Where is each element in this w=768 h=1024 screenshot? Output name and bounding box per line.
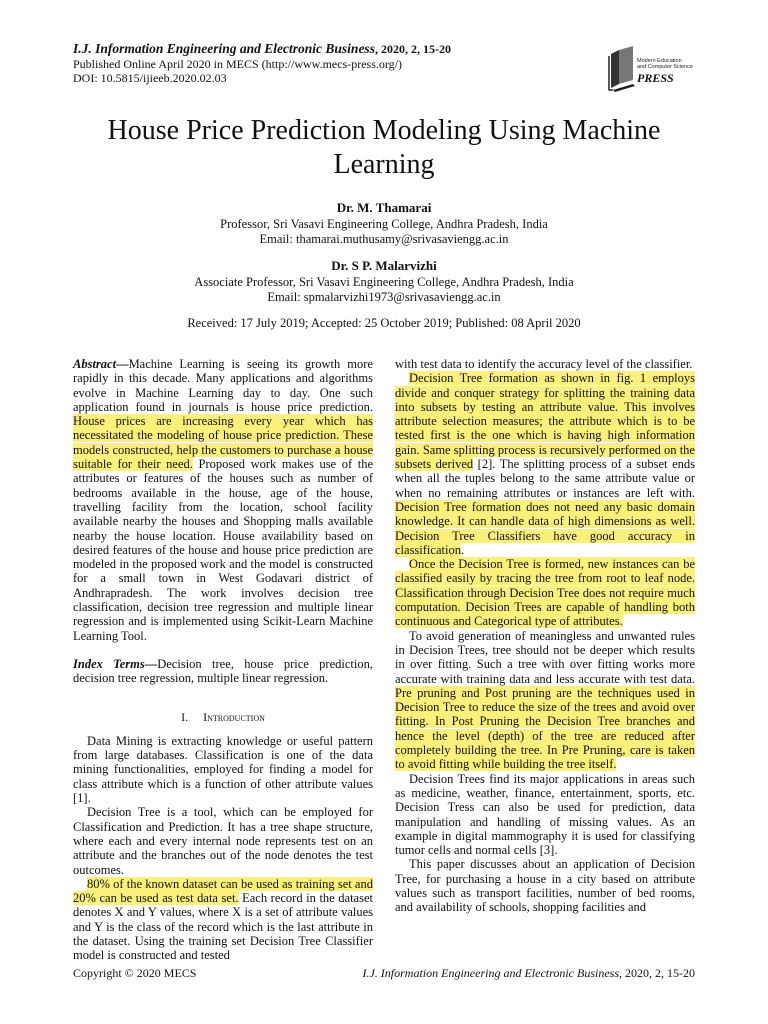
author-name: Dr. M. Thamarai xyxy=(336,200,432,215)
author-name: Dr. S P. Malarvizhi xyxy=(331,258,437,273)
intro-highlight: 80% of the known dataset can be used as training set and 20% can be used as test data set. xyxy=(73,876,373,906)
book-logo-icon xyxy=(603,40,698,96)
footer-volume: 2020, 2, 15-20 xyxy=(622,966,695,980)
abstract-label: Abstract xyxy=(73,357,117,371)
intro-paragraph-3 xyxy=(73,877,373,963)
right-paragraph-3 xyxy=(395,629,695,772)
logo-line1: Modern Education xyxy=(637,58,682,64)
index-terms-text: Decision tree, house price prediction, decision tree regression, multiple linear regression. xyxy=(73,656,373,686)
abstract-text-2: Proposed work makes use of the attributes or features of the houses such as number of bedrooms available in the house, age of the house, travelling facility from the location, school facility available nearby the houses and Shopping malls available nearby the house location. House availability based on desired features of the house and house price prediction are modeled in the proposed work and the model is constructed for a small town in West Godavari district of Andhrapradesh. The work involves decision tree classification, decision tree regression and multiple linear regression and is implemented using Scikit-Learn Machine Learning Tool. xyxy=(73,457,373,643)
right-paragraph-0: with test data to identify the accuracy level of the classifier. xyxy=(395,357,693,371)
index-terms xyxy=(73,657,373,686)
paper-title: House Price Prediction Modeling Using Machine Learning xyxy=(107,115,661,180)
published-line: Published Online April 2020 in MECS (http://www.mecs-press.org/) xyxy=(73,56,402,71)
intro-paragraph-2: Decision Tree is a tool, which can be employed for Classification and Prediction. It has a tree shape structure, where each and every internal node represents test on an attribute and the branches out of the node denotes the test outcomes. xyxy=(73,805,373,877)
abstract-dash: — xyxy=(116,357,129,371)
index-terms-dash: — xyxy=(144,656,158,671)
highlight-3: Once the Decision Tree is formed, new instances can be classified easily by tracing the tree from root to leaf node. Classification through Decision Tree does not require much computation. Decision Trees are capable of handling both continuous and Categorical type of attributes. xyxy=(395,557,695,629)
section-title: Introduction xyxy=(203,709,265,724)
section-heading xyxy=(73,710,373,724)
author-affiliation: Professor, Sri Vasavi Engineering College, Andhra Pradesh, India xyxy=(220,217,548,231)
left-column xyxy=(73,357,373,963)
author-block-2 xyxy=(60,258,708,305)
right-paragraph-2 xyxy=(395,557,695,628)
author-affiliation: Associate Professor, Sri Vasavi Engineering College, Andhra Pradesh, India xyxy=(194,275,574,289)
text-3: To avoid generation of meaningless and unwanted rules in Decision Trees, tree should not be deeper which results in over fitting. Such a tree with over fitting works more accurate with training data and less accurate with test data. xyxy=(395,628,695,686)
logo-press: PRESS xyxy=(637,71,674,85)
footer-copyright: Copyright © 2020 MECS xyxy=(73,966,197,980)
index-terms-label: Index Terms xyxy=(73,656,145,671)
highlight-2: Decision Tree formation does not need any basic domain knowledge. It can handle data of high dimensions as well. Decision Tree Classifiers have good accuracy in classification xyxy=(395,499,695,557)
section-number: I. xyxy=(181,709,189,724)
right-paragraph-4: Decision Trees find its major applications in areas such as medicine, weather, finance, entertainment, sports, etc. Decision Tress can also be used for prediction, data manipulation and handling of missing values. As an example in digital mammography it is used for classifying tumor cells and normal cells [3]. xyxy=(395,771,695,858)
author-email: Email: thamarai.muthusamy@srivasaviengg.ac.in xyxy=(259,232,509,246)
footer-journal-name: I.J. Information Engineering and Electronic Business, xyxy=(362,966,622,980)
journal-name: I.J. Information Engineering and Electronic Business xyxy=(73,41,375,56)
intro-text: Each record in the dataset denotes X and Y values, where X is a set of attribute values and Y is the class of the record which is the last attribute in the dataset. Using the training set Decision Tree Classifier model is constructed and tested xyxy=(73,891,373,963)
right-column xyxy=(395,357,695,915)
footer-journal xyxy=(362,966,695,981)
right-paragraph-1 xyxy=(395,371,695,557)
doi-line: DOI: 10.5815/ijieeb.2020.02.03 xyxy=(73,71,227,85)
intro-paragraph-1: Data Mining is extracting knowledge or useful pattern from large databases. Classification is one of the data mining functionalities, employed for finding a model for class attribute which is a function of other attribute values [1]. xyxy=(73,733,373,806)
abstract-highlight: House prices are increasing every year which has necessitated the modeling of house price prediction. These models constructed, help the customers to purchase a house suitable for their need. xyxy=(73,414,373,472)
logo-line2: and Computer Science xyxy=(637,64,693,70)
publisher-logo xyxy=(603,40,698,96)
author-email: Email: spmalarvizhi1973@srivasaviengg.ac.in xyxy=(267,290,501,304)
received-dates: Received: 17 July 2019; Accepted: 25 October 2019; Published: 08 April 2020 xyxy=(187,316,581,330)
highlight-4: Pre pruning and Post pruning are the techniques used in Decision Tree to reduce the size of the trees and avoid over fitting. In Post Pruning the Decision Tree branches and hence the level (depth) of the tree are reduced after completely building the tree. In Pre Pruning, care is taken to avoid fitting while building the tree itself. xyxy=(395,685,695,772)
abstract-text-1: Machine Learning is seeing its growth more rapidly in this decade. Many applications and algorithms evolve in Machine Learning day to day. One such application found in journals is house price prediction. xyxy=(73,357,373,414)
journal-header xyxy=(73,42,593,86)
text-1: [2]. The splitting process of a subset ends when all the tuples belong to the same attribute value or when no remaining attributes or instances are left with. xyxy=(395,457,695,500)
abstract xyxy=(73,357,373,643)
period: . xyxy=(460,542,465,557)
journal-volume: , 2020, 2, 15-20 xyxy=(374,42,451,56)
author-block-1 xyxy=(60,200,708,247)
right-paragraph-5: This paper discusses about an application of Decision Tree, for purchasing a house in a city based on attribute values such as transport facilities, number of bed rooms, and availability of schools, shopping facilities and xyxy=(395,857,695,915)
highlight-1: Decision Tree formation as shown in fig. 1 employs divide and conquer strategy for splitting the training data into subsets by testing an attribute value. This involves attribute selection measures; the attribute which is to be tested first is the one which is having high information gain. Same splitting process is recursively performed on the subsets derived xyxy=(395,371,695,472)
